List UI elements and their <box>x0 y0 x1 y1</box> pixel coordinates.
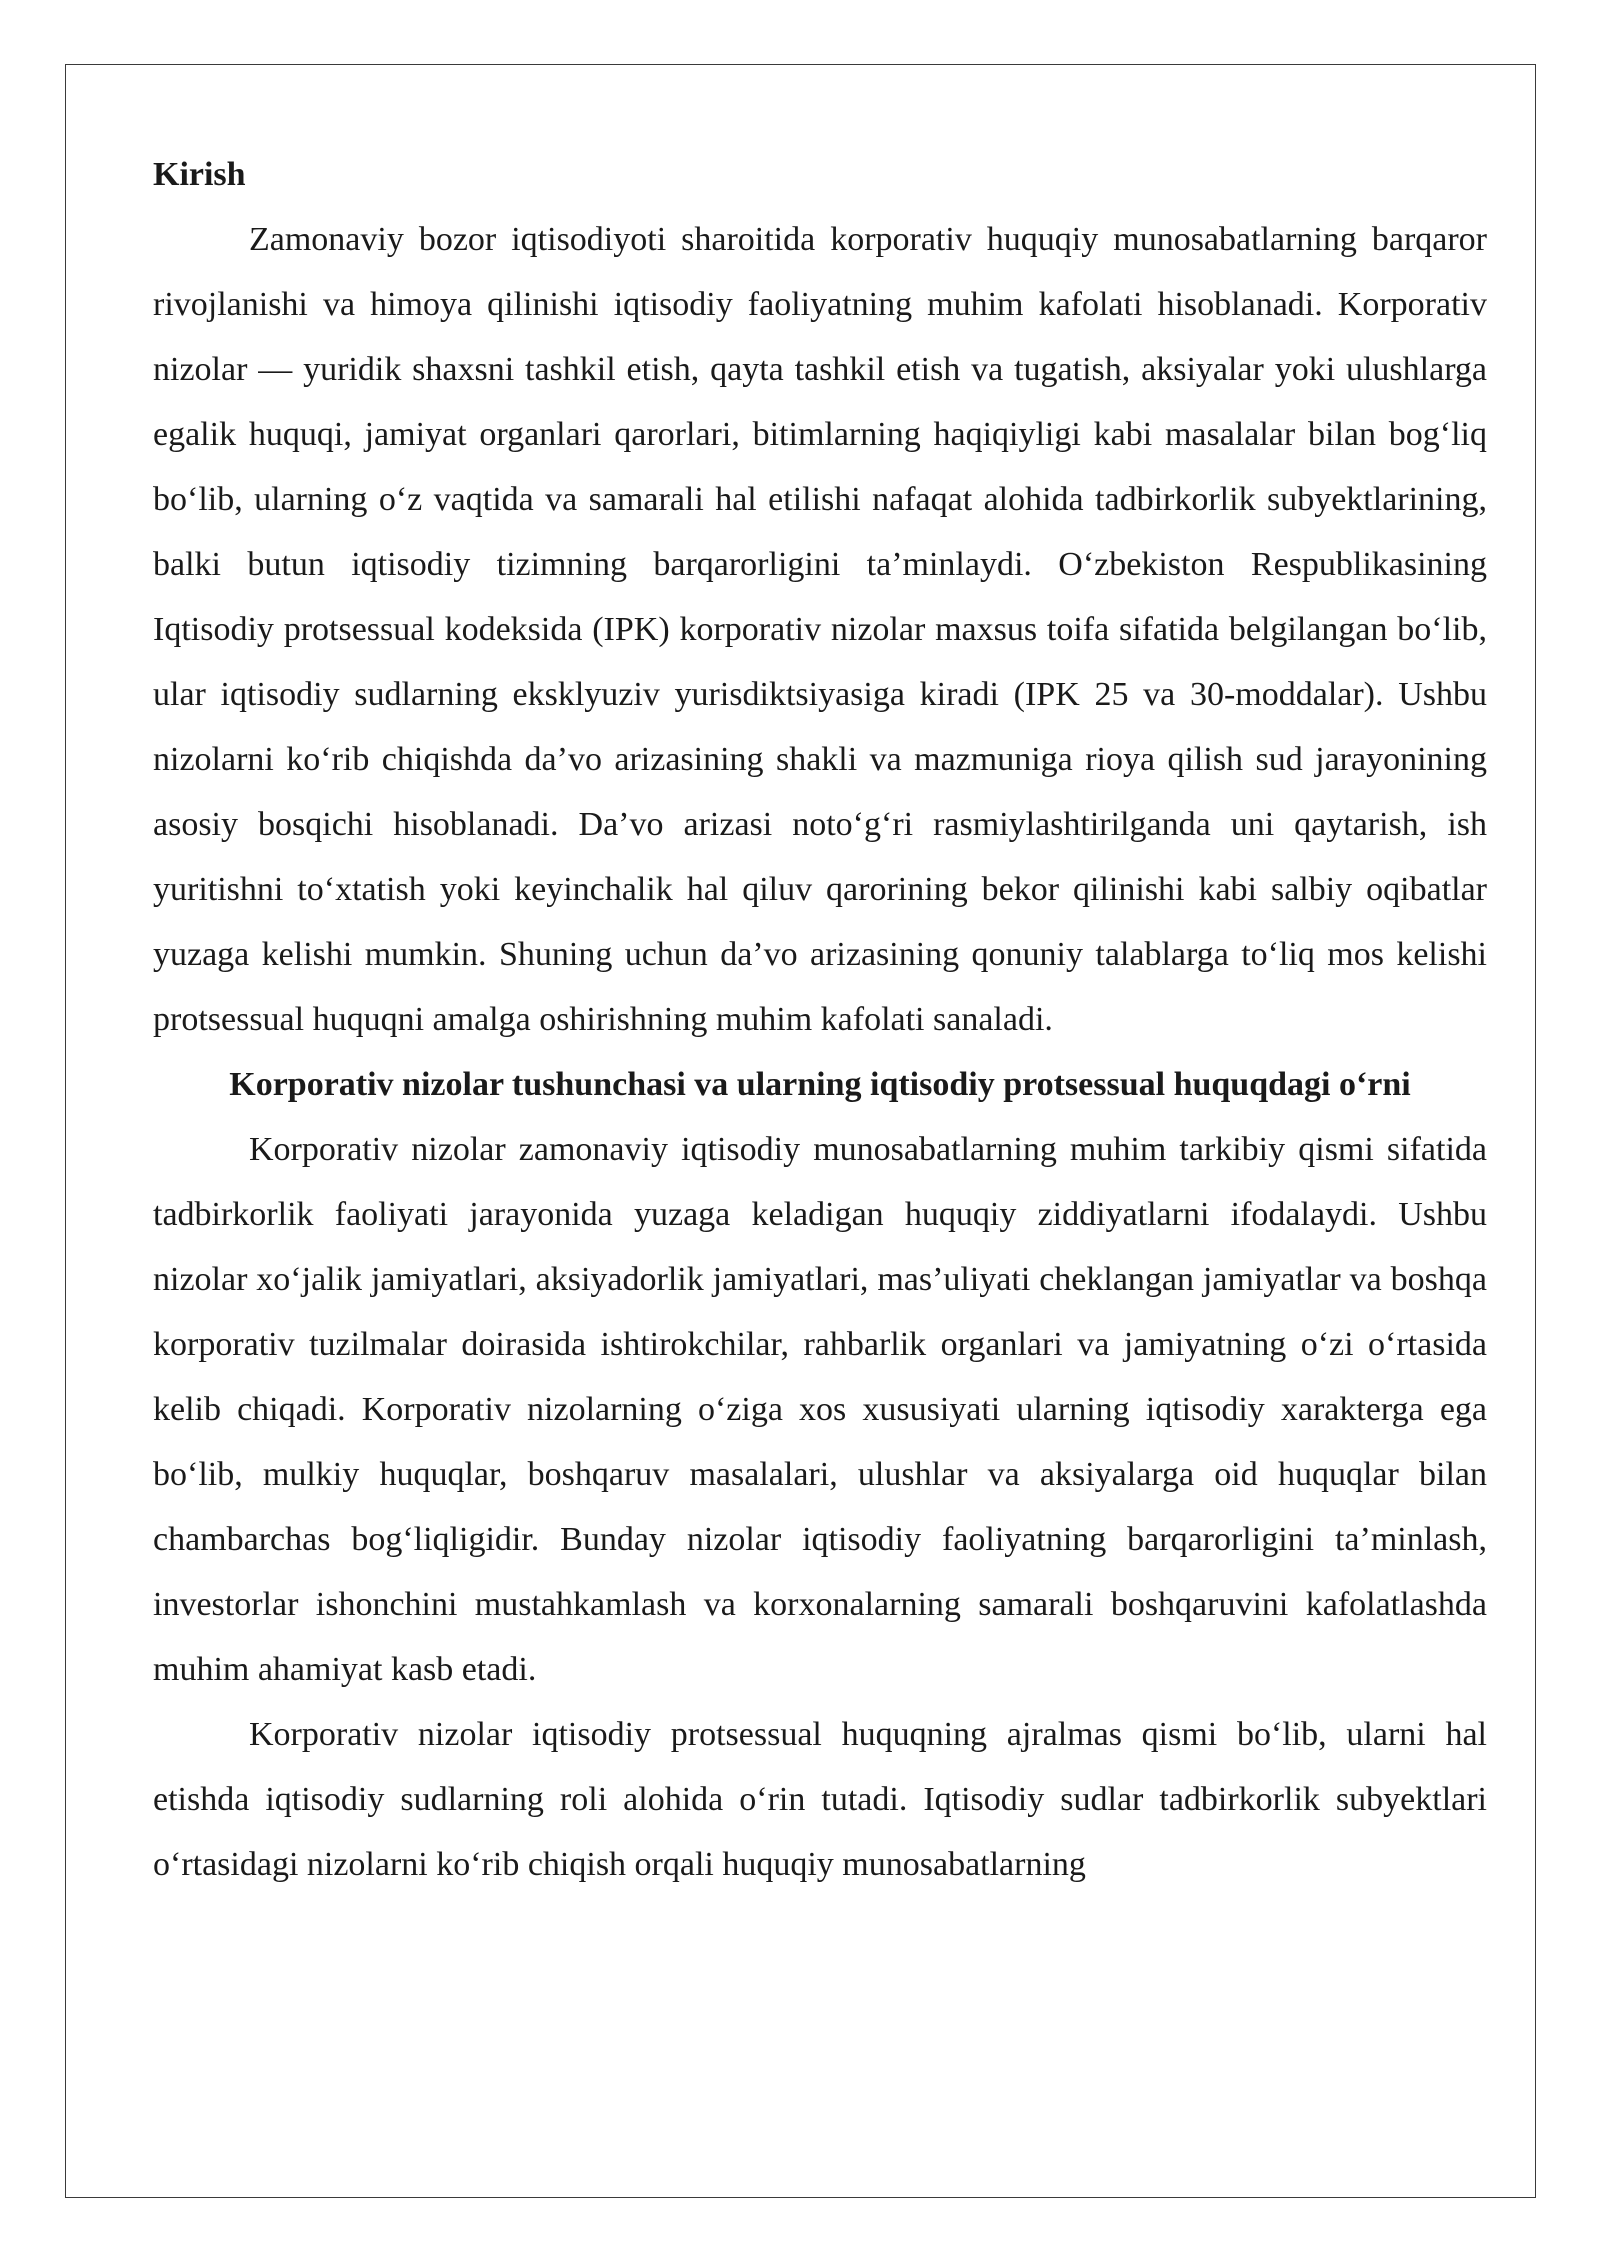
section-title: Korporativ nizolar tushunchasi va ularning iqtisodiy protsessual huquqdagi o‘rni <box>229 1066 1411 1103</box>
section-paragraph-2: Korporativ nizolar iqtisodiy protsessual huquqning ajralmas qismi bo‘lib, ularni hal etishda iqtisodiy sudlarning roli alohida o‘rin tutadi. Iqtisodiy sudlar tadbirkorlik subyektlari o‘rtasidagi nizolarni ko‘rib chiqish orqali huquqiy munosabatlarning <box>153 1716 1487 1883</box>
document-body <box>153 142 1487 1897</box>
intro-paragraph: Zamonaviy bozor iqtisodiyoti sharoitida korporativ huquqiy munosabatlarning barqaror rivojlanishi va himoya qilinishi iqtisodiy faoliyatning muhim kafolati hisoblanadi. Korporativ nizolar — yuridik shaxsni tashkil etish, qayta tashkil etish va tugatish, aksiyalar yoki ulushlarga egalik huquqi, jamiyat organlari qarorlari, bitimlarning haqiqiyligi kabi masalalar bilan bog‘liq bo‘lib, ularning o‘z vaqtida va samarali hal etilishi nafaqat alohida tadbirkorlik subyektlarining, balki butun iqtisodiy tizimning barqarorligini ta’minlaydi. O‘zbekiston Respublikasining Iqtisodiy protsessual kodeksida (IPK) korporativ nizolar maxsus toifa sifatida belgilangan bo‘lib, ular iqtisodiy sudlarning eksklyuziv yurisdiktsiyasiga kiradi (IPK 25 va 30-moddalar). Ushbu nizolarni ko‘rib chiqishda da’vo arizasining shakli va mazmuniga rioya qilish sud jarayonining asosiy bosqichi hisoblanadi. Da’vo arizasi noto‘g‘ri rasmiylashtirilganda uni qaytarish, ish yuritishni to‘xtatish yoki keyinchalik hal qiluv qarorining bekor qilinishi kabi salbiy oqibatlar yuzaga kelishi mumkin. Shuning uchun da’vo arizasining qonuniy talablarga to‘liq mos kelishi protsessual huquqni amalga oshirishning muhim kafolati sanaladi. <box>153 221 1487 1038</box>
heading-kirish: Kirish <box>153 156 246 193</box>
section-paragraph-1: Korporativ nizolar zamonaviy iqtisodiy munosabatlarning muhim tarkibiy qismi sifatida tadbirkorlik faoliyati jarayonida yuzaga keladigan huquqiy ziddiyatlarni ifodalaydi. Ushbu nizolar xo‘jalik jamiyatlari, aksiyadorlik jamiyatlari, mas’uliyati cheklangan jamiyatlar va boshqa korporativ tuzilmalar doirasida ishtirokchilar, rahbarlik organlari va jamiyatning o‘zi o‘rtasida kelib chiqadi. Korporativ nizolarning o‘ziga xos xususiyati ularning iqtisodiy xarakterga ega bo‘lib, mulkiy huquqlar, boshqaruv masalalari, ulushlar va aksiyalarga oid huquqlar bilan chambarchas bog‘liqligidir. Bunday nizolar iqtisodiy faoliyatning barqarorligini ta’minlash, investorlar ishonchini mustahkamlash va korxonalarning samarali boshqaruvini kafolatlashda muhim ahamiyat kasb etadi. <box>153 1131 1487 1688</box>
